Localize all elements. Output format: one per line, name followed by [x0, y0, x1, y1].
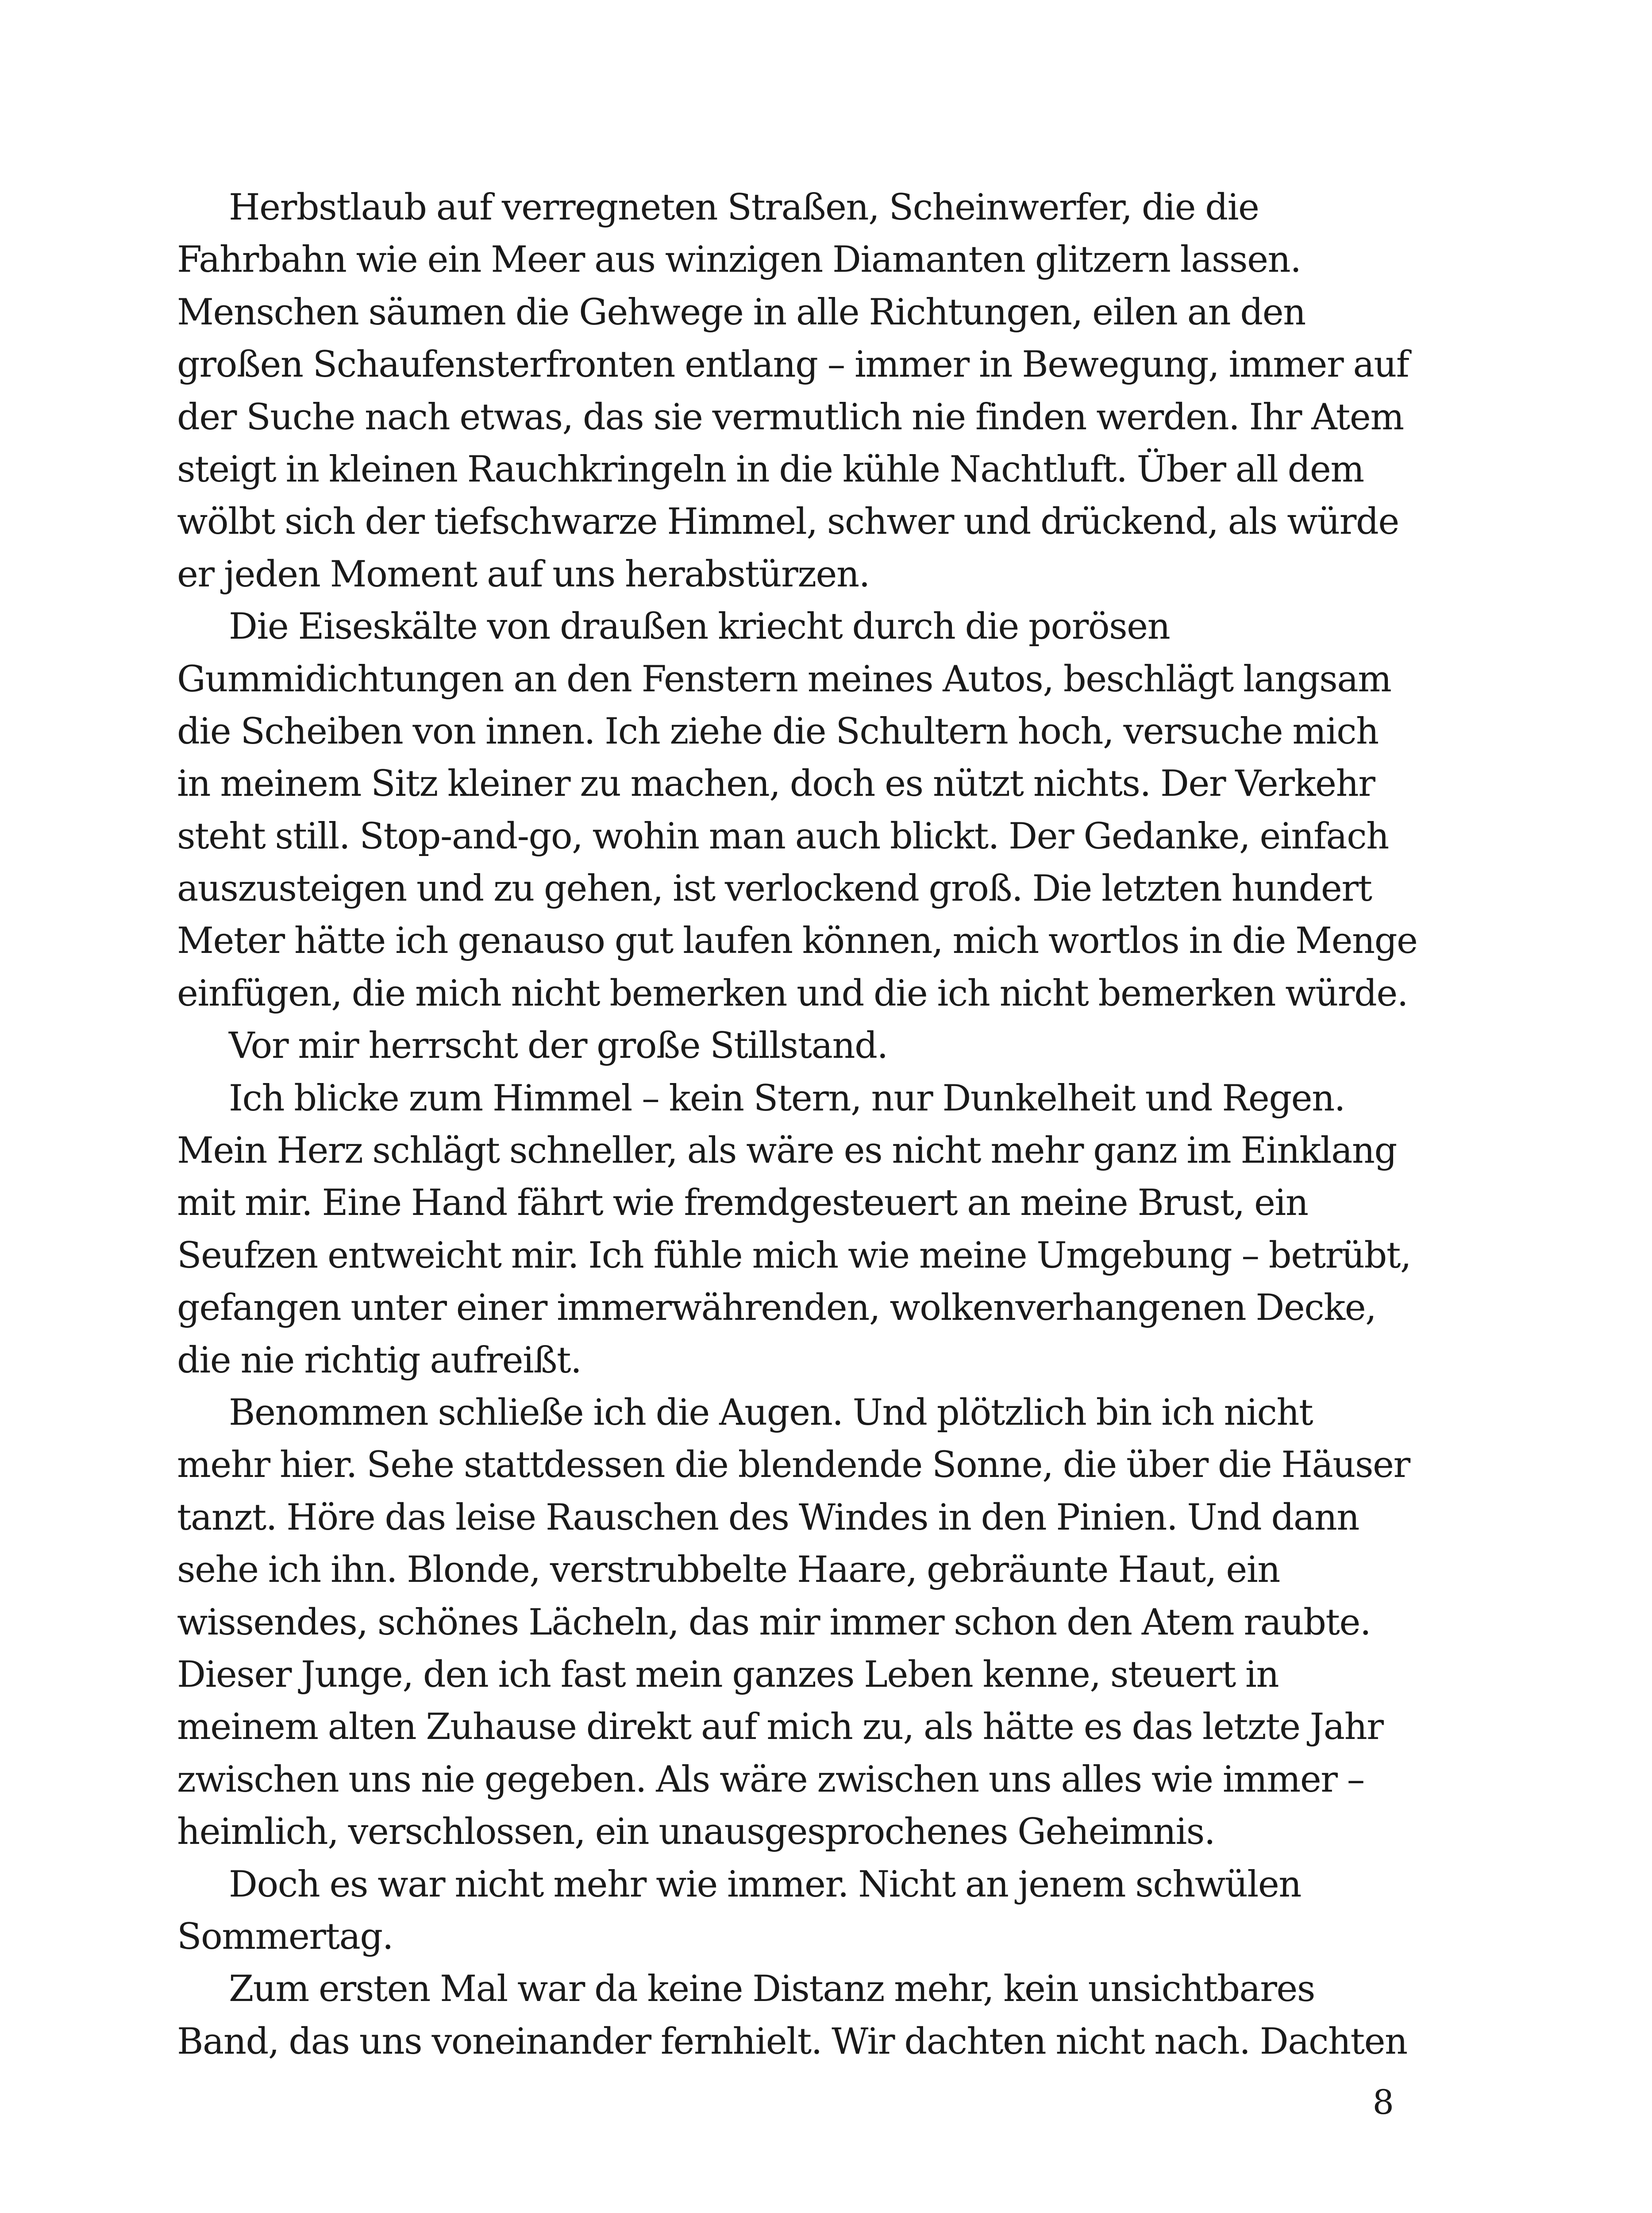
text-line: mehr hier. Sehe stattdessen die blendende Sonne, die über die Häuser	[177, 1444, 1410, 1486]
text-line: Fahrbahn wie ein Meer aus winzigen Diamanten glitzern lassen.	[177, 239, 1301, 281]
text-line: Ich blicke zum Himmel – kein Stern, nur Dunkelheit und Regen.	[229, 1077, 1345, 1119]
text-line: Die Eiseskälte von draußen kriecht durch die porösen	[229, 606, 1170, 648]
text-line: Gummidichtungen an den Fenstern meines Autos, beschlägt langsam	[177, 658, 1391, 700]
text-line: zwischen uns nie gegeben. Als wäre zwischen uns alles wie immer –	[177, 1758, 1364, 1800]
text-line: gefangen unter einer immerwährenden, wolkenverhangenen Decke,	[177, 1287, 1376, 1329]
paragraph	[177, 1072, 1411, 1387]
text-line: großen Schaufensterfronten entlang – immer in Bewegung, immer auf	[177, 344, 1409, 386]
text-line: mit mir. Eine Hand fährt wie fremdgesteuert an meine Brust, ein	[177, 1182, 1308, 1224]
text-line: sehe ich ihn. Blonde, verstrubbelte Haare, gebräunte Haut, ein	[177, 1549, 1280, 1591]
text-line: wölbt sich der tiefschwarze Himmel, schwer und drückend, als würde	[177, 501, 1399, 543]
text-line: die Scheiben von innen. Ich ziehe die Schultern hoch, versuche mich	[177, 710, 1379, 752]
text-line: Zum ersten Mal war da keine Distanz mehr, kein unsichtbares	[229, 1968, 1315, 2010]
text-line: wissendes, schönes Lächeln, das mir immer schon den Atem raubte.	[177, 1601, 1371, 1643]
text-line: Menschen säumen die Gehwege in alle Richtungen, eilen an den	[177, 291, 1305, 333]
text-line: tanzt. Höre das leise Rauschen des Windes in den Pinien. Und dann	[177, 1496, 1359, 1538]
text-line: heimlich, verschlossen, ein unausgesprochenes Geheimnis.	[177, 1811, 1215, 1853]
paragraph	[177, 601, 1417, 1020]
text-line: Doch es war nicht mehr wie immer. Nicht an jenem schwülen	[229, 1863, 1301, 1905]
text-line: auszusteigen und zu gehen, ist verlockend groß. Die letzten hundert	[177, 868, 1372, 910]
paragraph	[177, 1387, 1410, 1858]
paragraph	[177, 1020, 1392, 1072]
text-line: in meinem Sitz kleiner zu machen, doch es nützt nichts. Der Verkehr	[177, 763, 1375, 805]
text-line: Seufzen entweicht mir. Ich fühle mich wie meine Umgebung – betrübt,	[177, 1234, 1411, 1276]
text-line: einfügen, die mich nicht bemerken und die ich nicht bemerken würde.	[177, 972, 1408, 1014]
paragraph	[177, 1858, 1392, 1963]
text-line: der Suche nach etwas, das sie vermutlich nie finden werden. Ihr Atem	[177, 396, 1404, 438]
text-line: Herbstlaub auf verregneten Straßen, Scheinwerfer, die die	[229, 187, 1259, 228]
page-number: 8	[1372, 2082, 1394, 2122]
text-line: Mein Herz schlägt schneller, als wäre es nicht mehr ganz im Einklang	[177, 1130, 1397, 1172]
paragraph	[177, 1963, 1407, 2068]
text-line: Benommen schließe ich die Augen. Und plötzlich bin ich nicht	[229, 1392, 1313, 1434]
paragraph	[177, 181, 1409, 601]
body-text	[177, 181, 1417, 2068]
text-line: Meter hätte ich genauso gut laufen können, mich wortlos in die Menge	[177, 920, 1417, 962]
text-line: steht still. Stop-and-go, wohin man auch blickt. Der Gedanke, einfach	[177, 815, 1389, 857]
text-line: die nie richtig aufreißt.	[177, 1339, 581, 1381]
text-line: steigt in kleinen Rauchkringeln in die kühle Nachtluft. Über all dem	[177, 448, 1364, 490]
text-line: Vor mir herrscht der große Stillstand.	[229, 1025, 888, 1067]
text-line: Sommertag.	[177, 1916, 393, 1958]
text-line: er jeden Moment auf uns herabstürzen.	[177, 553, 870, 595]
text-line: Band, das uns voneinander fernhielt. Wir dachten nicht nach. Dachten	[177, 2020, 1407, 2063]
text-line: Dieser Junge, den ich fast mein ganzes Leben kenne, steuert in	[177, 1654, 1279, 1696]
text-line: meinem alten Zuhause direkt auf mich zu, als hätte es das letzte Jahr	[177, 1706, 1383, 1748]
